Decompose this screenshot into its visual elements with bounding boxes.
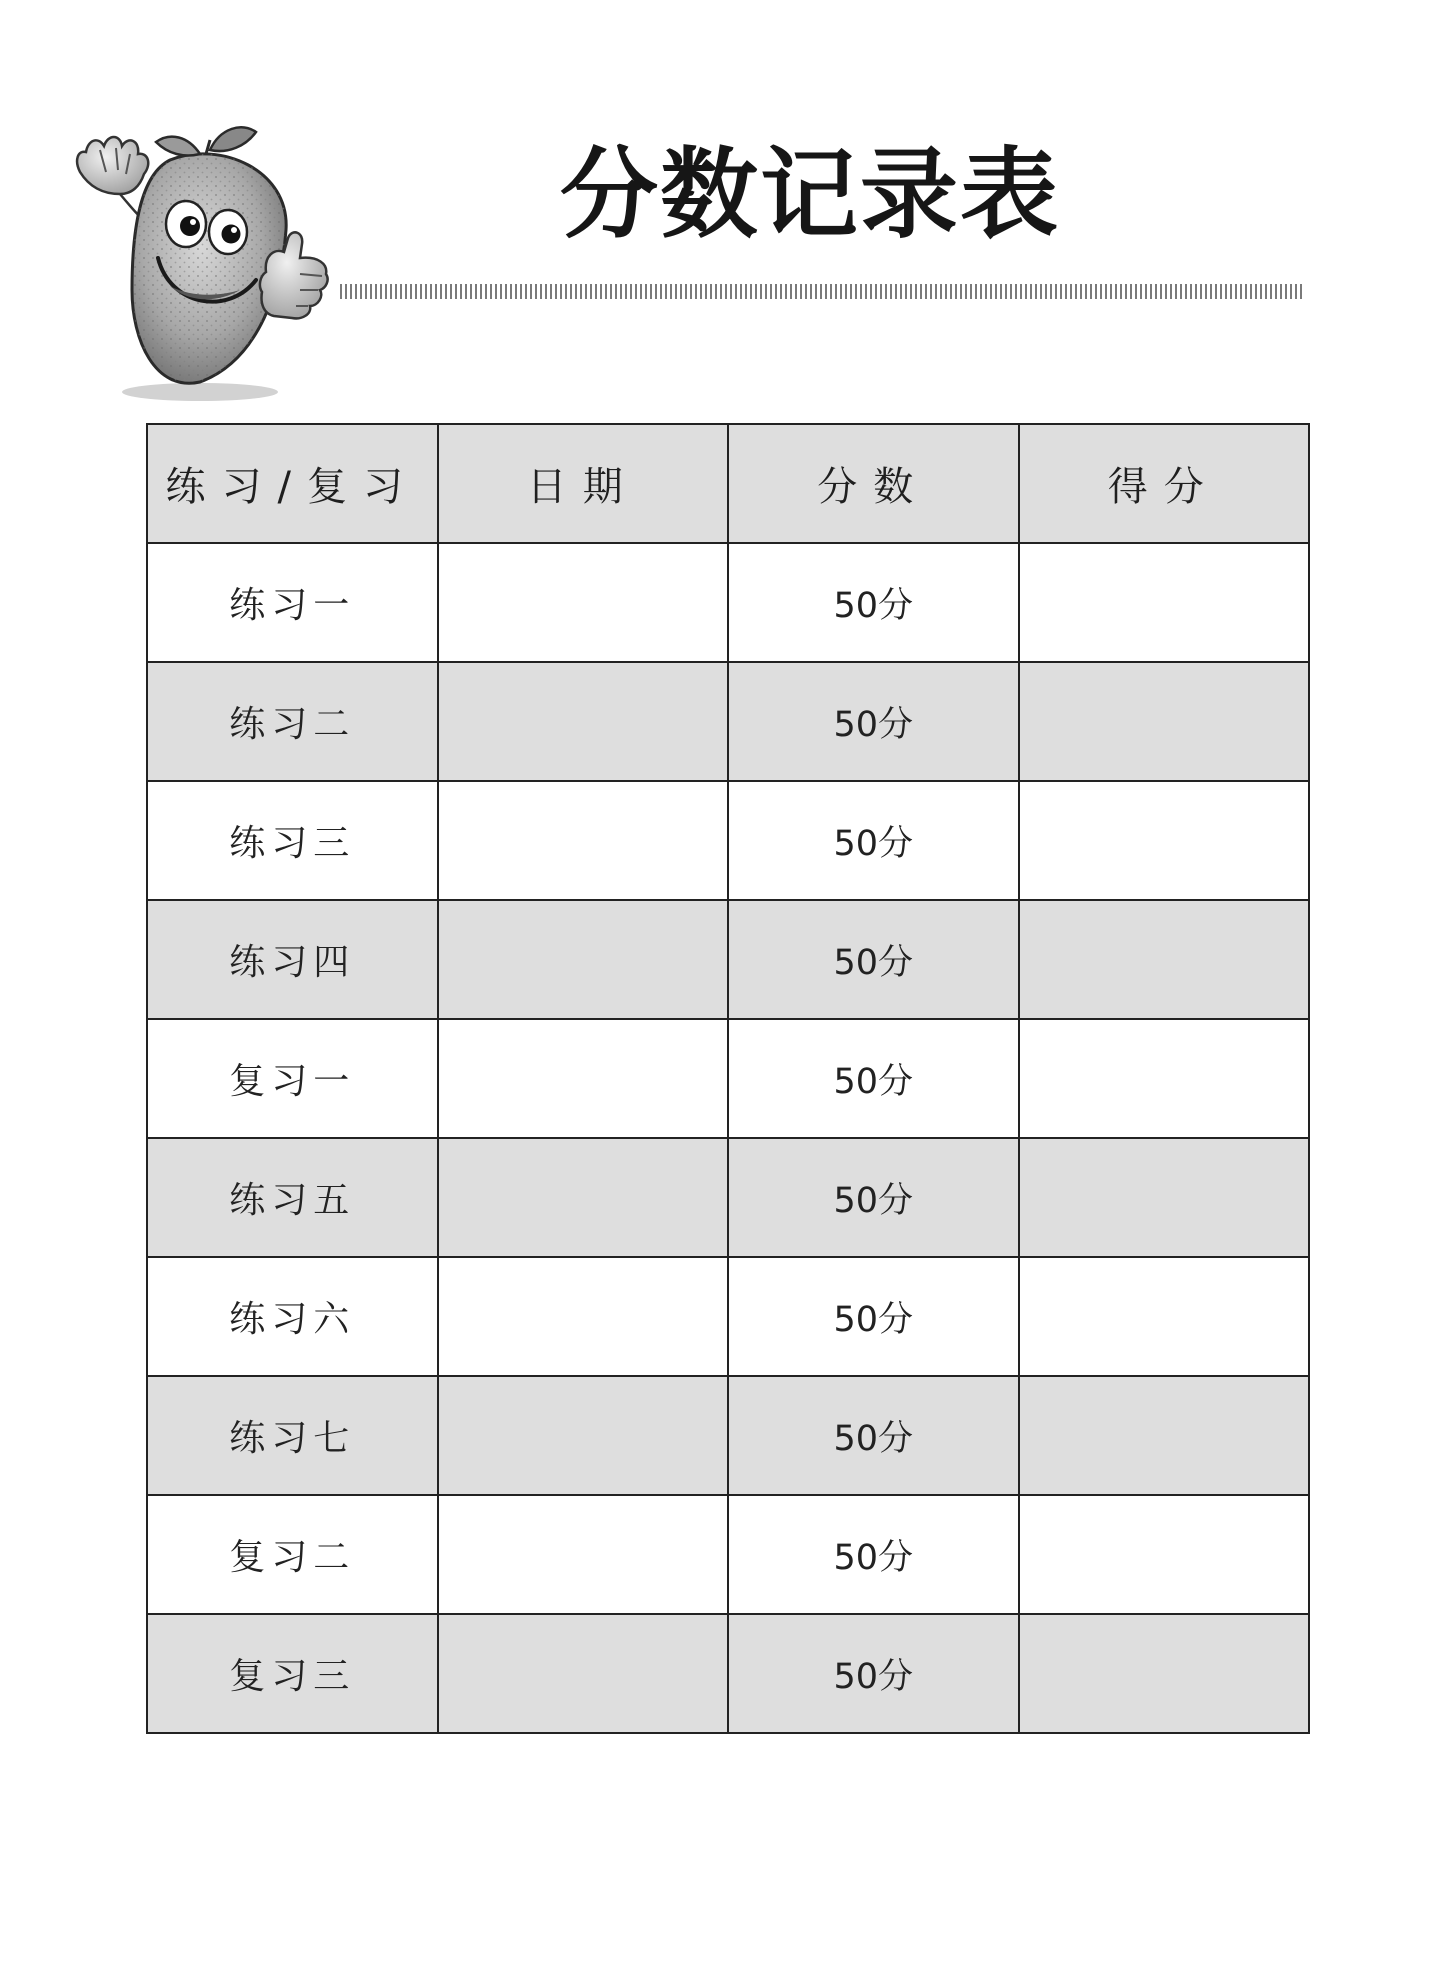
score-obtained-cell[interactable]	[1019, 1376, 1310, 1495]
exercise-name-cell: 练习七	[147, 1376, 438, 1495]
table-row	[147, 1257, 1309, 1376]
table-row	[147, 1614, 1309, 1733]
score-obtained-cell[interactable]	[1019, 1257, 1310, 1376]
table-row	[147, 1019, 1309, 1138]
table-header-row	[147, 424, 1309, 543]
table-row	[147, 900, 1309, 1019]
full-score-cell: 50分	[728, 1019, 1019, 1138]
full-score-cell: 50分	[728, 1376, 1019, 1495]
score-obtained-cell[interactable]	[1019, 900, 1310, 1019]
score-obtained-cell[interactable]	[1019, 1614, 1310, 1733]
score-obtained-cell[interactable]	[1019, 1138, 1310, 1257]
score-obtained-cell[interactable]	[1019, 1495, 1310, 1614]
exercise-name-cell: 练习一	[147, 543, 438, 662]
title-divider	[340, 284, 1305, 299]
page-title: 分数记录表	[560, 138, 1061, 252]
score-obtained-cell[interactable]	[1019, 1019, 1310, 1138]
date-cell[interactable]	[438, 1614, 729, 1733]
header-date: 日期	[438, 424, 729, 543]
date-cell[interactable]	[438, 1257, 729, 1376]
date-cell[interactable]	[438, 662, 729, 781]
page-header	[0, 0, 1445, 420]
score-record-table	[146, 423, 1310, 1734]
exercise-name-cell: 练习六	[147, 1257, 438, 1376]
header-full-score: 分数	[728, 424, 1019, 543]
score-obtained-cell[interactable]	[1019, 662, 1310, 781]
header-score-obtained: 得分	[1019, 424, 1310, 543]
date-cell[interactable]	[438, 1138, 729, 1257]
full-score-cell: 50分	[728, 1614, 1019, 1733]
table-row	[147, 781, 1309, 900]
full-score-cell: 50分	[728, 900, 1019, 1019]
full-score-cell: 50分	[728, 662, 1019, 781]
table-row	[147, 1138, 1309, 1257]
table-row	[147, 1495, 1309, 1614]
full-score-cell: 50分	[728, 543, 1019, 662]
full-score-cell: 50分	[728, 781, 1019, 900]
table-row	[147, 543, 1309, 662]
exercise-name-cell: 复习三	[147, 1614, 438, 1733]
header-exercise-review: 练习/复习	[147, 424, 438, 543]
table-row	[147, 1376, 1309, 1495]
exercise-name-cell: 复习二	[147, 1495, 438, 1614]
full-score-cell: 50分	[728, 1257, 1019, 1376]
full-score-cell: 50分	[728, 1495, 1019, 1614]
date-cell[interactable]	[438, 1495, 729, 1614]
score-obtained-cell[interactable]	[1019, 781, 1310, 900]
exercise-name-cell: 练习五	[147, 1138, 438, 1257]
exercise-name-cell: 复习一	[147, 1019, 438, 1138]
date-cell[interactable]	[438, 543, 729, 662]
date-cell[interactable]	[438, 781, 729, 900]
date-cell[interactable]	[438, 1019, 729, 1138]
table-row	[147, 662, 1309, 781]
date-cell[interactable]	[438, 900, 729, 1019]
exercise-name-cell: 练习三	[147, 781, 438, 900]
score-obtained-cell[interactable]	[1019, 543, 1310, 662]
waving-mango-mascot-icon	[60, 120, 360, 420]
exercise-name-cell: 练习四	[147, 900, 438, 1019]
full-score-cell: 50分	[728, 1138, 1019, 1257]
exercise-name-cell: 练习二	[147, 662, 438, 781]
date-cell[interactable]	[438, 1376, 729, 1495]
